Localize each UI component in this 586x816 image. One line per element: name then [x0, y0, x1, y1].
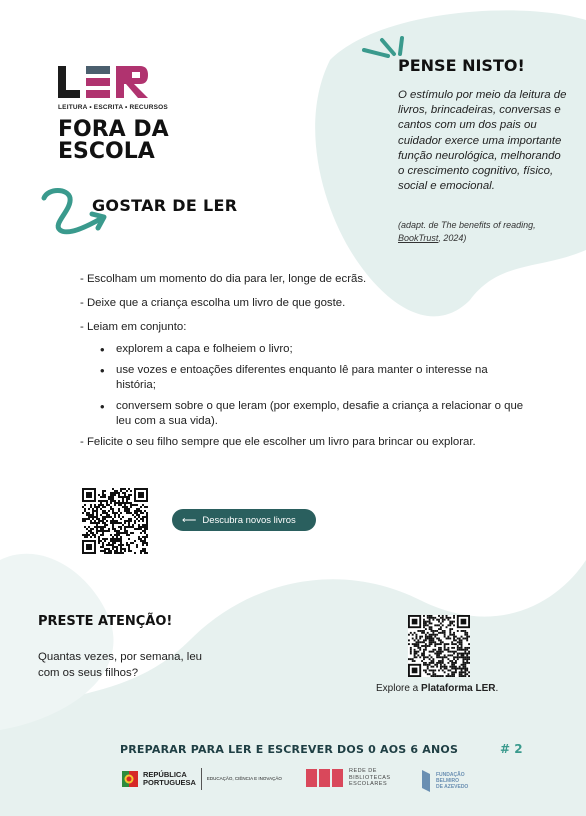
- tip-item: - Felicite o seu filho sempre que ele escolher um livro para brincar ou explorar.: [80, 436, 476, 448]
- republica-portuguesa-logo: [122, 768, 285, 790]
- ler-logo: [58, 64, 169, 163]
- ministry-name: EDUCAÇÃO, CIÊNCIA E INOVAÇÃO: [206, 776, 282, 781]
- logo-title-line2: ESCOLA: [58, 139, 155, 164]
- fba-line2: BELMIRO: [436, 778, 460, 784]
- arrow-left-icon: ⟵: [182, 514, 197, 526]
- citation-suffix: , 2024): [438, 232, 467, 243]
- section-title: GOSTAR DE LER: [92, 196, 238, 215]
- tip-sublist: [102, 342, 530, 429]
- fundacao-belmiro-logo: [420, 768, 468, 794]
- fba-text: [436, 772, 468, 790]
- platform-qr-code[interactable]: [408, 615, 470, 677]
- portugal-emblem-icon: [122, 768, 138, 790]
- tip-subitem: • explorem a capa e folheiem o livro;: [102, 342, 530, 357]
- fba-line3: DE AZEVEDO: [436, 784, 469, 790]
- rbe-logo: [306, 768, 391, 788]
- fundacao-mark-icon: [420, 768, 432, 794]
- tip-item: - Leiam em conjunto:: [80, 321, 187, 333]
- qr-code-icon: [82, 488, 148, 554]
- logo-title-line1: FORA DA: [58, 117, 169, 142]
- logo-tagline: LEITURA • ESCRITA • RECURSOS: [58, 104, 168, 111]
- rbe-blocks-icon: [306, 769, 343, 787]
- rbe-text: [349, 768, 391, 788]
- fba-line1: FUNDAÇÃO: [436, 772, 465, 778]
- republica-text: [143, 771, 196, 788]
- books-qr-code[interactable]: [82, 488, 148, 554]
- tip-subitem: • conversem sobre o que leram (por exemplo, desafie a criança a relacionar o que leu com a sua vida).: [102, 399, 530, 429]
- plataforma-ler-link[interactable]: Plataforma LER: [421, 683, 496, 694]
- citation-prefix: (adapt. de The benefits of reading,: [398, 220, 536, 230]
- discover-books-label: Descubra novos livros: [202, 514, 296, 526]
- explore-platform-text: [376, 683, 498, 694]
- logo-divider: [201, 768, 202, 790]
- pense-nisto-text: O estímulo por meio da leitura de livros, brincadeiras, conversas e cantos com um dos pais ou cuidador exerce uma importante função neurológica, melhorando o crescimento cognitivo, físico, social e emocional.: [398, 89, 567, 193]
- logo-ler-letters: [58, 64, 169, 100]
- qr-code-icon: [408, 615, 470, 677]
- tips-list: [80, 272, 530, 459]
- tip-item: - Deixe que a criança escolha um livro de que goste.: [80, 297, 346, 309]
- preste-atencao-title: PRESTE ATENÇÃO!: [38, 614, 173, 629]
- rbe-line2: BIBLIOTECAS: [349, 774, 391, 781]
- discover-books-button[interactable]: [172, 509, 316, 531]
- tip-item: - Escolham um momento do dia para ler, longe de ecrãs.: [80, 273, 367, 285]
- republica-line1: REPÚBLICA: [143, 769, 187, 779]
- republica-line2: PORTUGUESA: [143, 778, 196, 787]
- booktrust-link[interactable]: BookTrust: [398, 232, 439, 243]
- explore-suffix: .: [495, 683, 499, 694]
- pense-nisto-title: PENSE NISTO!: [398, 56, 525, 75]
- reading-question: Quantas vezes, por semana, leu com os seus filhos?: [38, 651, 202, 679]
- tip-subitem: • use vozes e entoações diferentes enquanto lê para manter o interesse na história;: [102, 363, 530, 393]
- issue-number: # 2: [500, 742, 523, 756]
- rbe-line3: ESCOLARES: [349, 781, 388, 787]
- explore-prefix: Explore a: [376, 683, 422, 694]
- footer-title: PREPARAR PARA LER E ESCREVER DOS 0 AOS 6 ANOS: [120, 743, 459, 756]
- rbe-line1: REDE DE: [349, 768, 377, 774]
- ler-wordmark-icon: [58, 64, 150, 100]
- pense-nisto-citation: [398, 219, 570, 244]
